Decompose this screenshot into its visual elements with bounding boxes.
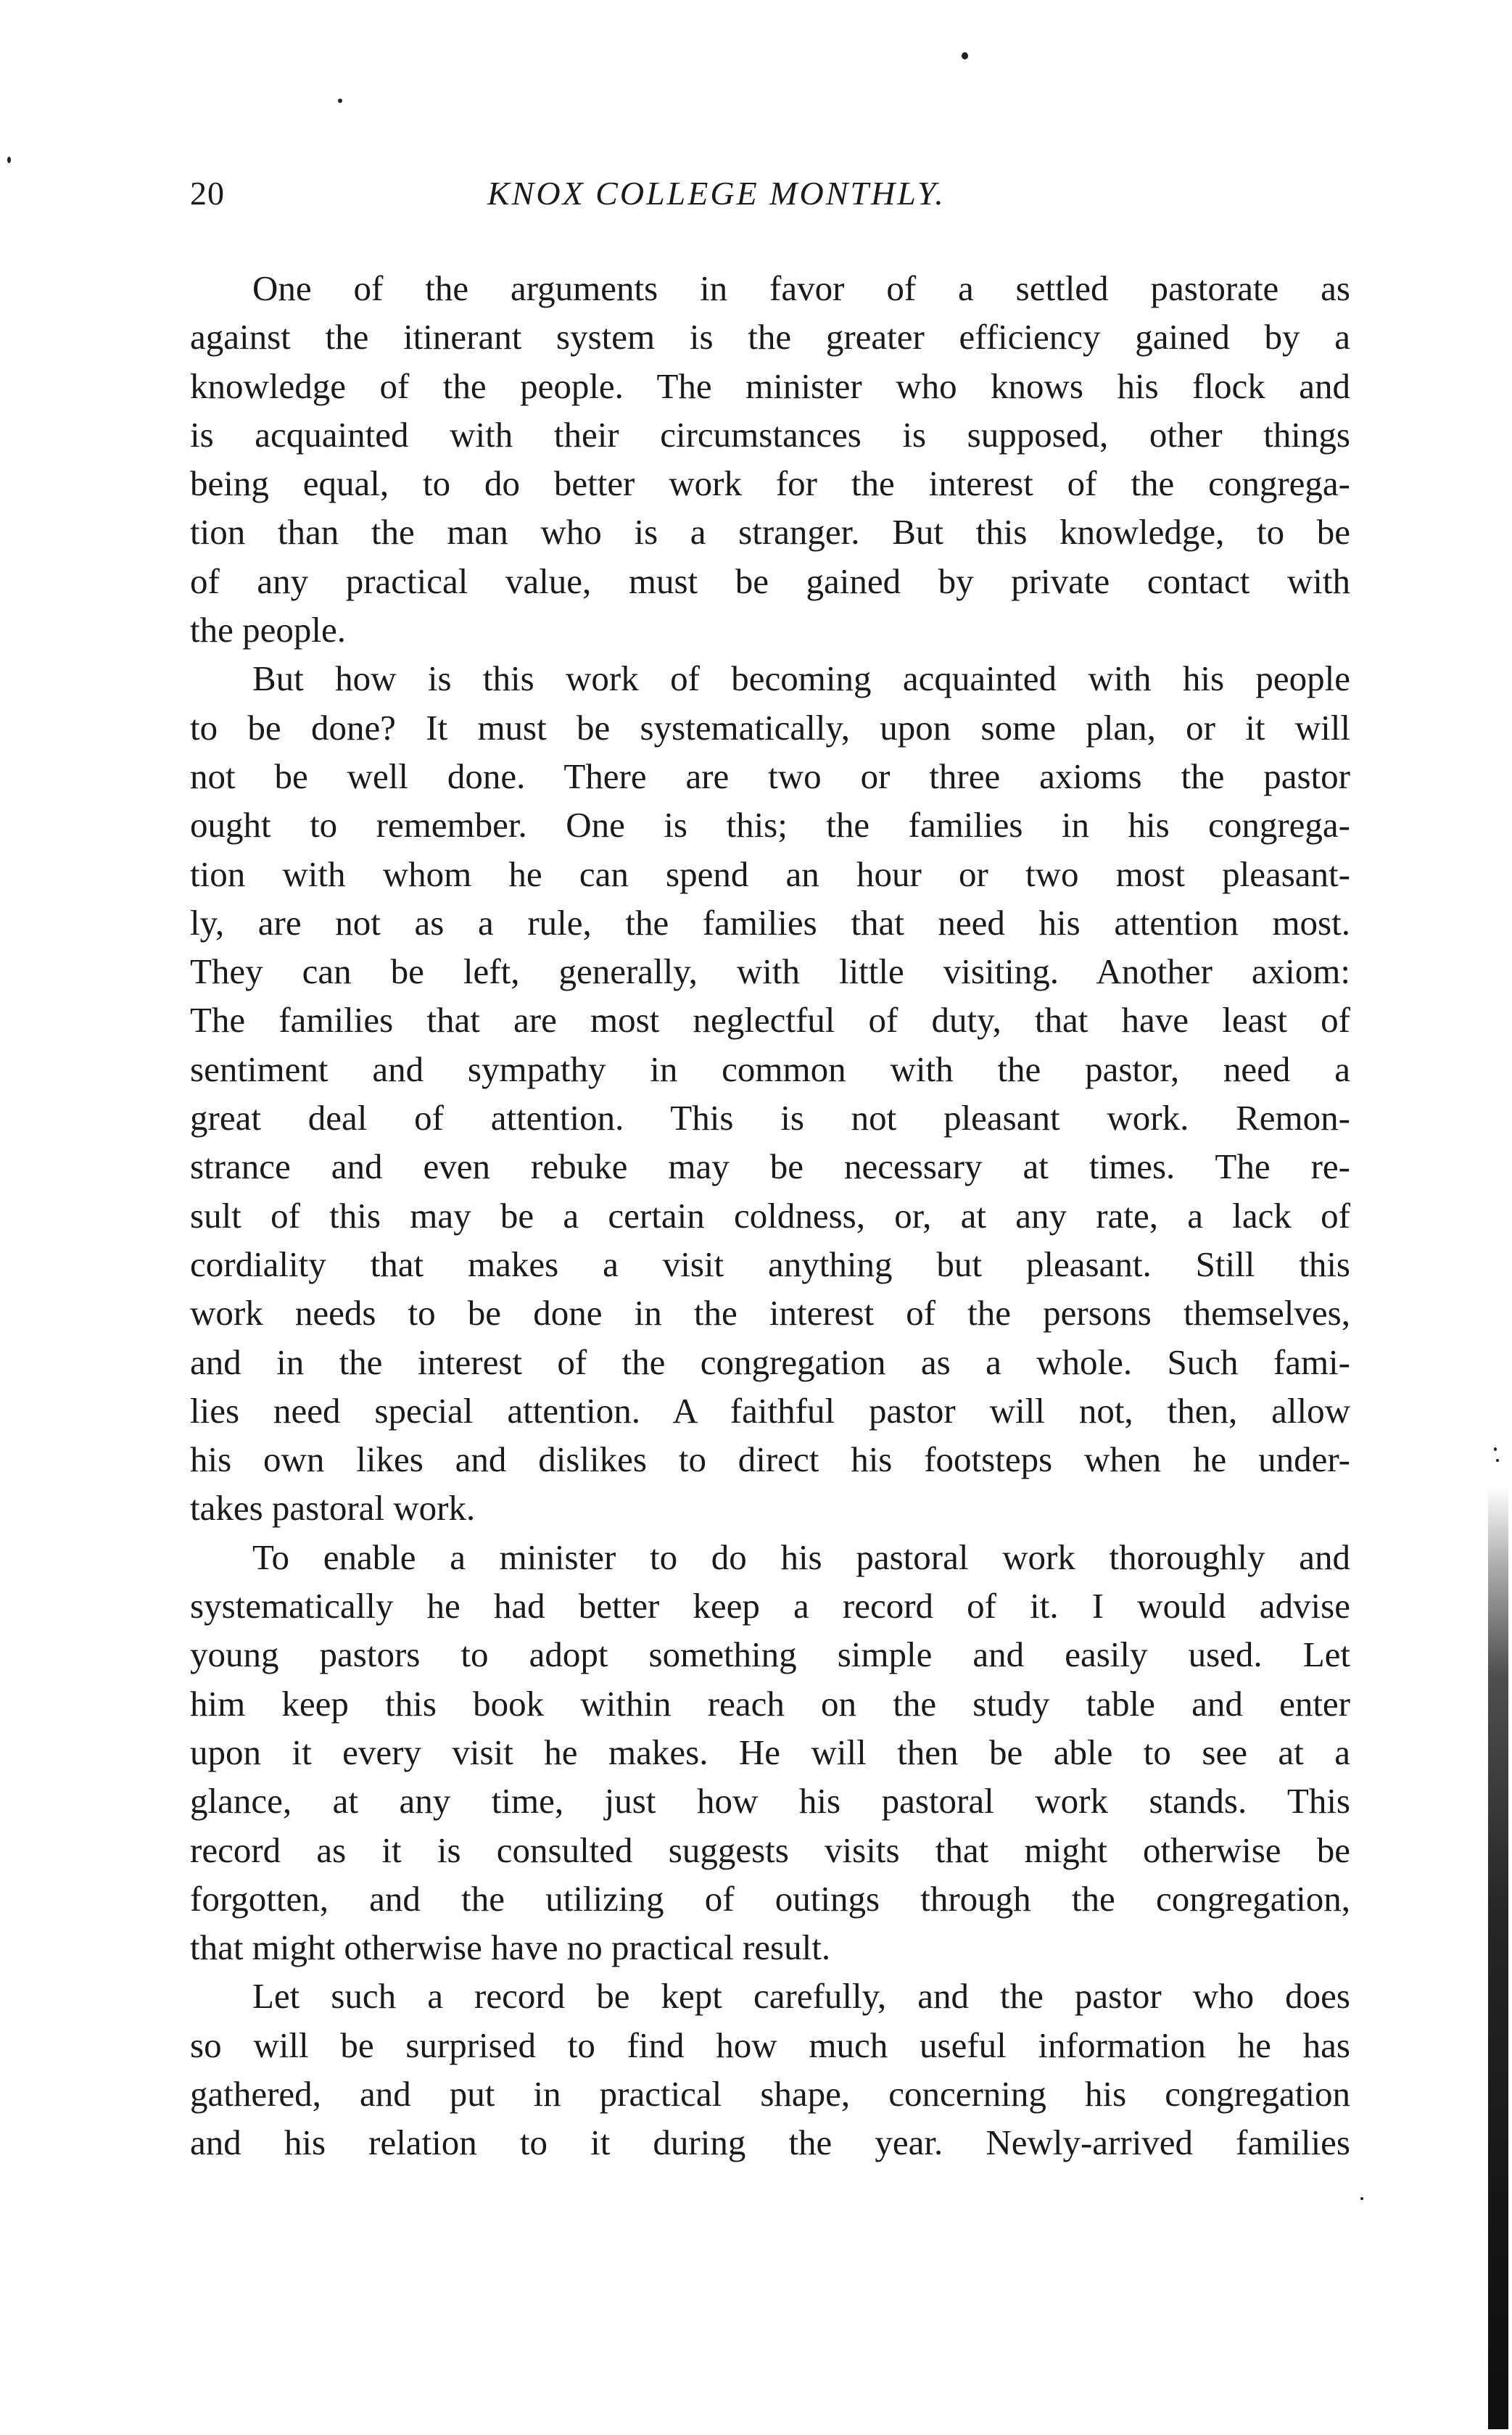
text-line: gathered, and put in practical shape, concerning his congregation <box>190 2073 1350 2114</box>
scan-speck-bottom <box>1360 2197 1363 2200</box>
scan-binding-shadow <box>1488 1487 1508 2429</box>
text-line: his own likes and dislikes to direct his footsteps when he under- <box>190 1439 1350 1480</box>
text-line: to be done? It must be systematically, upon some plan, or it will <box>190 707 1350 748</box>
text-line: the people. <box>190 610 346 650</box>
text-line: against the itinerant system is the greater efficiency gained by a <box>190 317 1350 357</box>
text-line: not be well done. There are two or three axioms the pastor <box>190 756 1350 796</box>
scan-speck-top-left <box>338 99 342 103</box>
page-number: 20 <box>190 175 225 212</box>
text-line: Let such a record be kept carefully, and the pastor who does <box>252 1976 1350 2017</box>
article-body <box>190 264 1350 2167</box>
text-line: that might otherwise have no practical result. <box>190 1927 831 1968</box>
text-line: upon it every visit he makes. He will then be able to see at a <box>190 1732 1350 1772</box>
text-line: tion than the man who is a stranger. But this knowledge, to be <box>190 512 1350 553</box>
text-line: takes pastoral work. <box>190 1488 476 1529</box>
text-line: strance and even rebuke may be necessary at times. The re- <box>190 1146 1350 1187</box>
text-line: sentiment and sympathy in common with the pastor, need a <box>190 1049 1350 1089</box>
text-line: great deal of attention. This is not pleasant work. Remon- <box>190 1098 1350 1138</box>
scan-speck-left <box>7 157 11 163</box>
text-line: being equal, to do better work for the interest of the congrega- <box>190 463 1350 504</box>
text-line: sult of this may be a certain coldness, or, at any rate, a lack of <box>190 1195 1350 1236</box>
text-line: cordiality that makes a visit anything but pleasant. Still this <box>190 1244 1350 1284</box>
text-line: ly, are not as a rule, the families that need his attention most. <box>190 902 1350 943</box>
text-line: They can be left, generally, with little visiting. Another axiom: <box>190 951 1350 992</box>
text-line: young pastors to adopt something simple and easily used. Let <box>190 1634 1350 1675</box>
text-line: But how is this work of becoming acquainted with his people <box>252 658 1350 699</box>
text-line: record as it is consulted suggests visits that might otherwise be <box>190 1830 1350 1870</box>
text-line: forgotten, and the utilizing of outings through the congregation, <box>190 1878 1350 1919</box>
text-line: To enable a minister to do his pastoral work thoroughly and <box>252 1537 1350 1577</box>
text-line: work needs to be done in the interest of the persons themselves, <box>190 1293 1350 1334</box>
scan-speck-right-2 <box>1496 1459 1499 1462</box>
running-title: KNOX COLLEGE MONTHLY. <box>487 175 946 212</box>
text-line: him keep this book within reach on the study table and enter <box>190 1683 1350 1724</box>
text-line: tion with whom he can spend an hour or two most pleasant- <box>190 853 1350 894</box>
scan-speck-right-1 <box>1494 1447 1497 1451</box>
text-line: The families that are most neglectful of duty, that have least of <box>190 1000 1350 1041</box>
text-line: ought to remember. One is this; the families in his congrega- <box>190 805 1350 846</box>
text-line: is acquainted with their circumstances is supposed, other things <box>190 414 1350 455</box>
text-line: knowledge of the people. The minister who knows his flock and <box>190 365 1350 406</box>
text-line: and his relation to it during the year. Newly-arrived families <box>190 2122 1350 2163</box>
text-line: of any practical value, must be gained by private contact with <box>190 561 1350 601</box>
text-line: systematically he had better keep a record of it. I would advise <box>190 1586 1350 1626</box>
text-line: so will be surprised to find how much useful information he has <box>190 2025 1350 2065</box>
text-line: glance, at any time, just how his pastoral work stands. This <box>190 1781 1350 1822</box>
page-header <box>190 174 1350 225</box>
text-line: and in the interest of the congregation as a whole. Such fami- <box>190 1341 1350 1382</box>
text-line: One of the arguments in favor of a settled pastorate as <box>252 268 1350 308</box>
text-line: lies need special attention. A faithful pastor will not, then, allow <box>190 1390 1350 1431</box>
scan-speck-top <box>962 52 968 59</box>
